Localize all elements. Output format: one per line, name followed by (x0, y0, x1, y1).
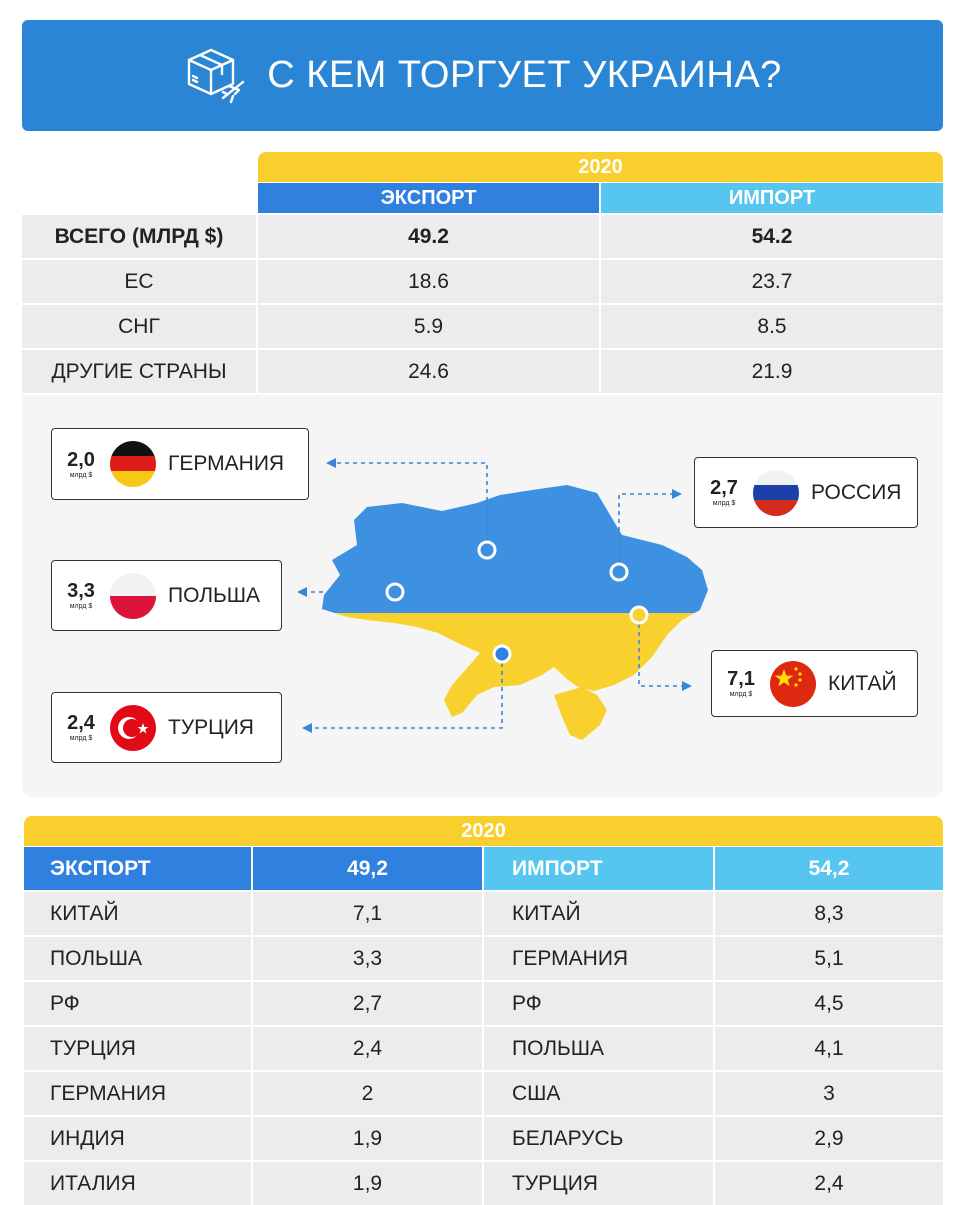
country-value: 2,4 (67, 712, 95, 734)
header-banner (22, 20, 943, 131)
page-title: С КЕМ ТОРГУЕТ УКРАИНА? (267, 54, 782, 96)
table-row (22, 215, 943, 258)
country-unit: млрд $ (69, 735, 93, 742)
import-country: ТУРЦИЯ (484, 1162, 713, 1205)
export-country: РФ (24, 982, 251, 1025)
export-header: ЭКСПОРТ (24, 847, 251, 890)
table-row (24, 1117, 943, 1160)
country-value: 3,3 (67, 580, 95, 602)
summary-year: 2020 (258, 152, 943, 182)
export-country: ИТАЛИЯ (24, 1162, 251, 1205)
partners-table (24, 816, 943, 1205)
table-row (24, 1027, 943, 1070)
row-label: ЕС (22, 260, 256, 303)
country-card-poland (51, 560, 282, 631)
export-value: 24.6 (258, 350, 599, 393)
table-row (24, 982, 943, 1025)
turkey-flag-icon (110, 705, 156, 751)
country-card-china (711, 650, 918, 717)
import-value: 3 (715, 1072, 943, 1115)
row-label: ДРУГИЕ СТРАНЫ (22, 350, 256, 393)
russia-flag-icon (753, 470, 799, 516)
map-panel (22, 395, 943, 797)
import-value: 8.5 (601, 305, 943, 348)
country-card-germany (51, 428, 309, 500)
table-row (24, 937, 943, 980)
table-row (22, 350, 943, 393)
export-country: ГЕРМАНИЯ (24, 1072, 251, 1115)
import-value: 8,3 (715, 892, 943, 935)
table-row (24, 1072, 943, 1115)
country-unit: млрд $ (69, 603, 93, 610)
export-value: 5.9 (258, 305, 599, 348)
import-value: 2,4 (715, 1162, 943, 1205)
summary-import-header: ИМПОРТ (601, 183, 943, 213)
export-country: ПОЛЬША (24, 937, 251, 980)
import-value: 2,9 (715, 1117, 943, 1160)
country-name: ГЕРМАНИЯ (168, 452, 285, 475)
import-value: 21.9 (601, 350, 943, 393)
poland-flag-icon (110, 573, 156, 619)
germany-flag-icon (110, 441, 156, 487)
country-name: РОССИЯ (811, 480, 902, 504)
china-flag-icon (770, 661, 816, 707)
row-label: ВСЕГО (МЛРД $) (22, 215, 256, 258)
ukraine-top-half (312, 455, 722, 613)
export-country: КИТАЙ (24, 892, 251, 935)
country-unit: млрд $ (712, 500, 736, 507)
country-value: 2,7 (710, 477, 738, 499)
partners-header-row (24, 847, 943, 890)
table-row (22, 305, 943, 348)
export-country: ИНДИЯ (24, 1117, 251, 1160)
summary-export-header: ЭКСПОРТ (258, 183, 599, 213)
country-card-turkey (51, 692, 282, 763)
box-plane-icon (183, 46, 249, 106)
export-total: 49,2 (253, 847, 482, 890)
import-value: 5,1 (715, 937, 943, 980)
export-value: 3,3 (253, 937, 482, 980)
country-value: 7,1 (727, 668, 755, 690)
import-value: 54.2 (601, 215, 943, 258)
country-unit: млрд $ (729, 691, 753, 698)
row-label: СНГ (22, 305, 256, 348)
import-header: ИМПОРТ (484, 847, 713, 890)
country-name: ТУРЦИЯ (168, 715, 254, 739)
country-name: ПОЛЬША (168, 583, 261, 607)
import-country: РФ (484, 982, 713, 1025)
export-value: 1,9 (253, 1117, 482, 1160)
country-card-russia (694, 457, 918, 528)
import-value: 4,1 (715, 1027, 943, 1070)
export-value: 49.2 (258, 215, 599, 258)
table-row (24, 892, 943, 935)
table-row (22, 260, 943, 303)
import-country: БЕЛАРУСЬ (484, 1117, 713, 1160)
country-name: КИТАЙ (828, 671, 897, 695)
export-value: 7,1 (253, 892, 482, 935)
export-value: 18.6 (258, 260, 599, 303)
import-country: ГЕРМАНИЯ (484, 937, 713, 980)
import-country: КИТАЙ (484, 892, 713, 935)
import-country: ПОЛЬША (484, 1027, 713, 1070)
export-value: 2,4 (253, 1027, 482, 1070)
import-country: США (484, 1072, 713, 1115)
country-value: 2,0 (67, 448, 95, 471)
export-value: 2 (253, 1072, 482, 1115)
partners-year: 2020 (24, 816, 943, 846)
export-country: ТУРЦИЯ (24, 1027, 251, 1070)
import-total: 54,2 (715, 847, 943, 890)
import-value: 23.7 (601, 260, 943, 303)
country-unit: млрд $ (69, 471, 93, 479)
export-value: 2,7 (253, 982, 482, 1025)
table-row (24, 1162, 943, 1205)
crimea-shape (554, 687, 607, 740)
export-value: 1,9 (253, 1162, 482, 1205)
import-value: 4,5 (715, 982, 943, 1025)
ukraine-bottom-half (312, 613, 722, 753)
